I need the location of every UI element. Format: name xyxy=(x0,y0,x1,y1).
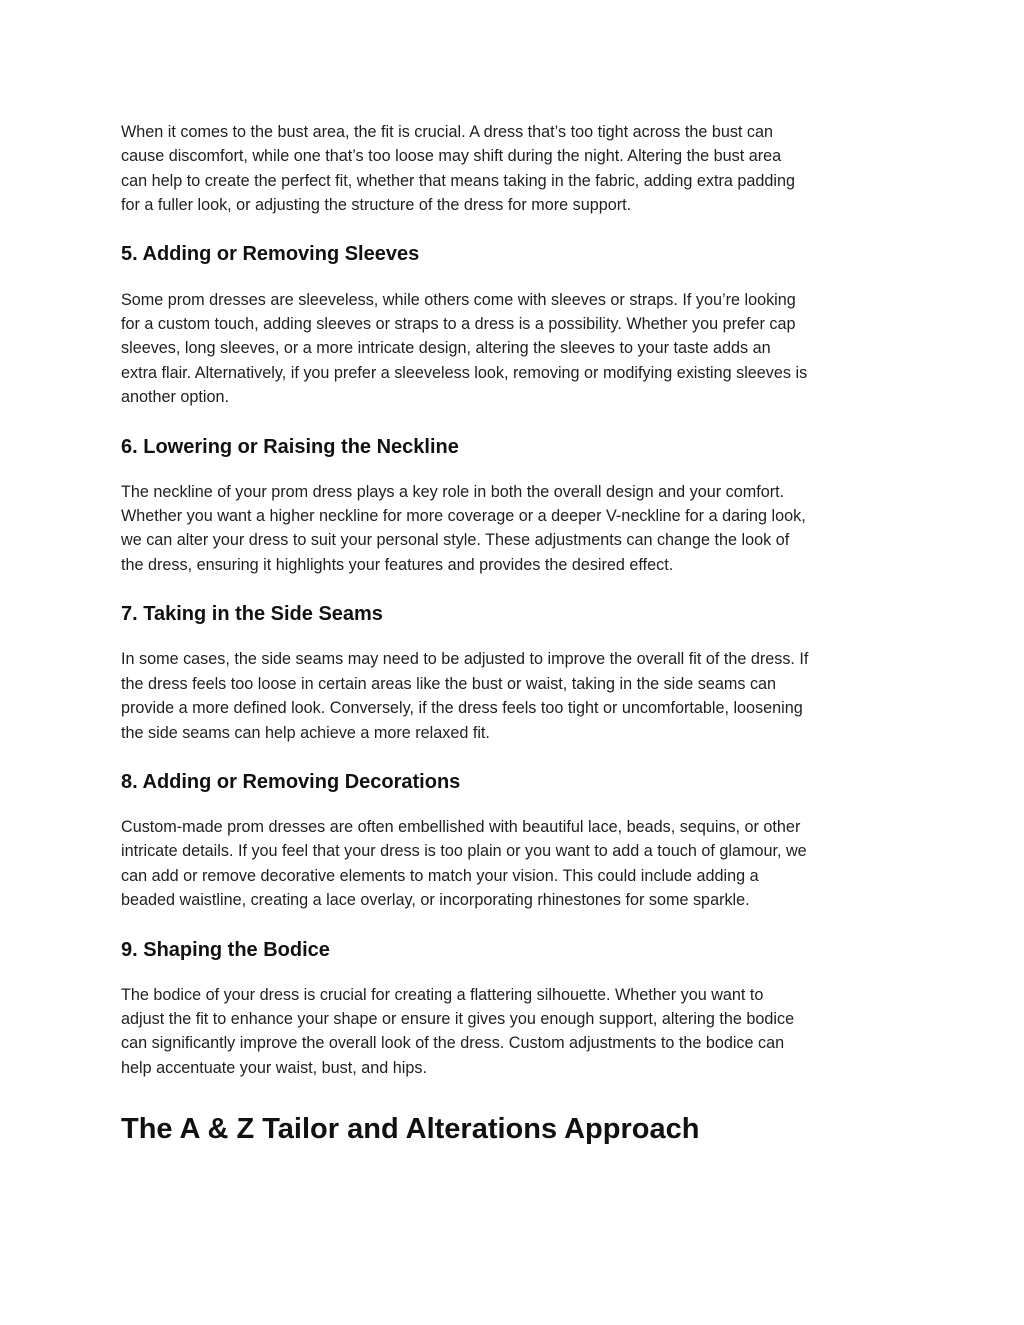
paragraph-line: can help to create the perfect fit, whether that means taking in the fabric, adding extra padding xyxy=(121,171,795,190)
section-heading-neckline: 6. Lowering or Raising the Neckline xyxy=(121,435,459,458)
section-paragraph-neckline xyxy=(121,480,911,578)
paragraph-line: The bodice of your dress is crucial for creating a flattering silhouette. Whether you want to xyxy=(121,985,764,1004)
paragraph-line: In some cases, the side seams may need to be adjusted to improve the overall fit of the dress. If xyxy=(121,650,809,669)
paragraph-line: another option. xyxy=(121,388,230,407)
paragraph-line: Whether you want a higher neckline for more coverage or a deeper V-neckline for a daring look, xyxy=(121,507,806,526)
closing-heading: The A & Z Tailor and Alterations Approach xyxy=(121,1113,700,1146)
document-page xyxy=(121,120,911,1147)
paragraph-line: the dress feels too loose in certain areas like the bust or waist, taking in the side seams can xyxy=(121,674,777,693)
paragraph-line: help accentuate your waist, bust, and hips. xyxy=(121,1058,427,1077)
section-heading-side-seams: 7. Taking in the Side Seams xyxy=(121,603,383,626)
paragraph-line: Some prom dresses are sleeveless, while others come with sleeves or straps. If you’re looking xyxy=(121,290,796,309)
paragraph-line: extra flair. Alternatively, if you prefer a sleeveless look, removing or modifying existing sleeves is xyxy=(121,363,808,382)
paragraph-line: can significantly improve the overall look of the dress. Custom adjustments to the bodice can xyxy=(121,1034,785,1053)
paragraph-line: the side seams can help achieve a more relaxed fit. xyxy=(121,723,490,742)
paragraph-line: sleeves, long sleeves, or a more intricate design, altering the sleeves to your taste adds an xyxy=(121,339,771,358)
paragraph-line: the dress, ensuring it highlights your features and provides the desired effect. xyxy=(121,555,674,574)
paragraph-line: adjust the fit to enhance your shape or ensure it gives you enough support, altering the bodice xyxy=(121,1009,795,1028)
intro-paragraph xyxy=(121,120,911,218)
paragraph-line: Custom-made prom dresses are often embellished with beautiful lace, beads, sequins, or other xyxy=(121,817,801,836)
paragraph-line: can add or remove decorative elements to match your vision. This could include adding a xyxy=(121,866,759,885)
section-paragraph-bodice xyxy=(121,983,911,1081)
paragraph-line: intricate details. If you feel that your dress is too plain or you want to add a touch of glamour, we xyxy=(121,842,807,861)
section-paragraph-decorations xyxy=(121,815,911,913)
section-heading-bodice: 9. Shaping the Bodice xyxy=(121,938,330,961)
paragraph-line: for a custom touch, adding sleeves or straps to a dress is a possibility. Whether you prefer cap xyxy=(121,315,796,334)
paragraph-line: we can alter your dress to suit your personal style. These adjustments can change the look of xyxy=(121,531,790,550)
paragraph-line: cause discomfort, while one that’s too loose may shift during the night. Altering the bust area xyxy=(121,147,782,166)
paragraph-line: for a fuller look, or adjusting the structure of the dress for more support. xyxy=(121,196,632,215)
section-paragraph-sleeves xyxy=(121,288,911,410)
section-heading-decorations: 8. Adding or Removing Decorations xyxy=(121,770,461,793)
section-heading-sleeves: 5. Adding or Removing Sleeves xyxy=(121,242,420,265)
paragraph-line: When it comes to the bust area, the fit is crucial. A dress that’s too tight across the bust can xyxy=(121,123,774,141)
paragraph-line: The neckline of your prom dress plays a key role in both the overall design and your comfort. xyxy=(121,482,785,501)
paragraph-line: beaded waistline, creating a lace overlay, or incorporating rhinestones for some sparkle. xyxy=(121,891,750,910)
paragraph-line: provide a more defined look. Conversely, if the dress feels too tight or uncomfortable, loosening xyxy=(121,699,803,718)
section-paragraph-side-seams xyxy=(121,647,911,745)
